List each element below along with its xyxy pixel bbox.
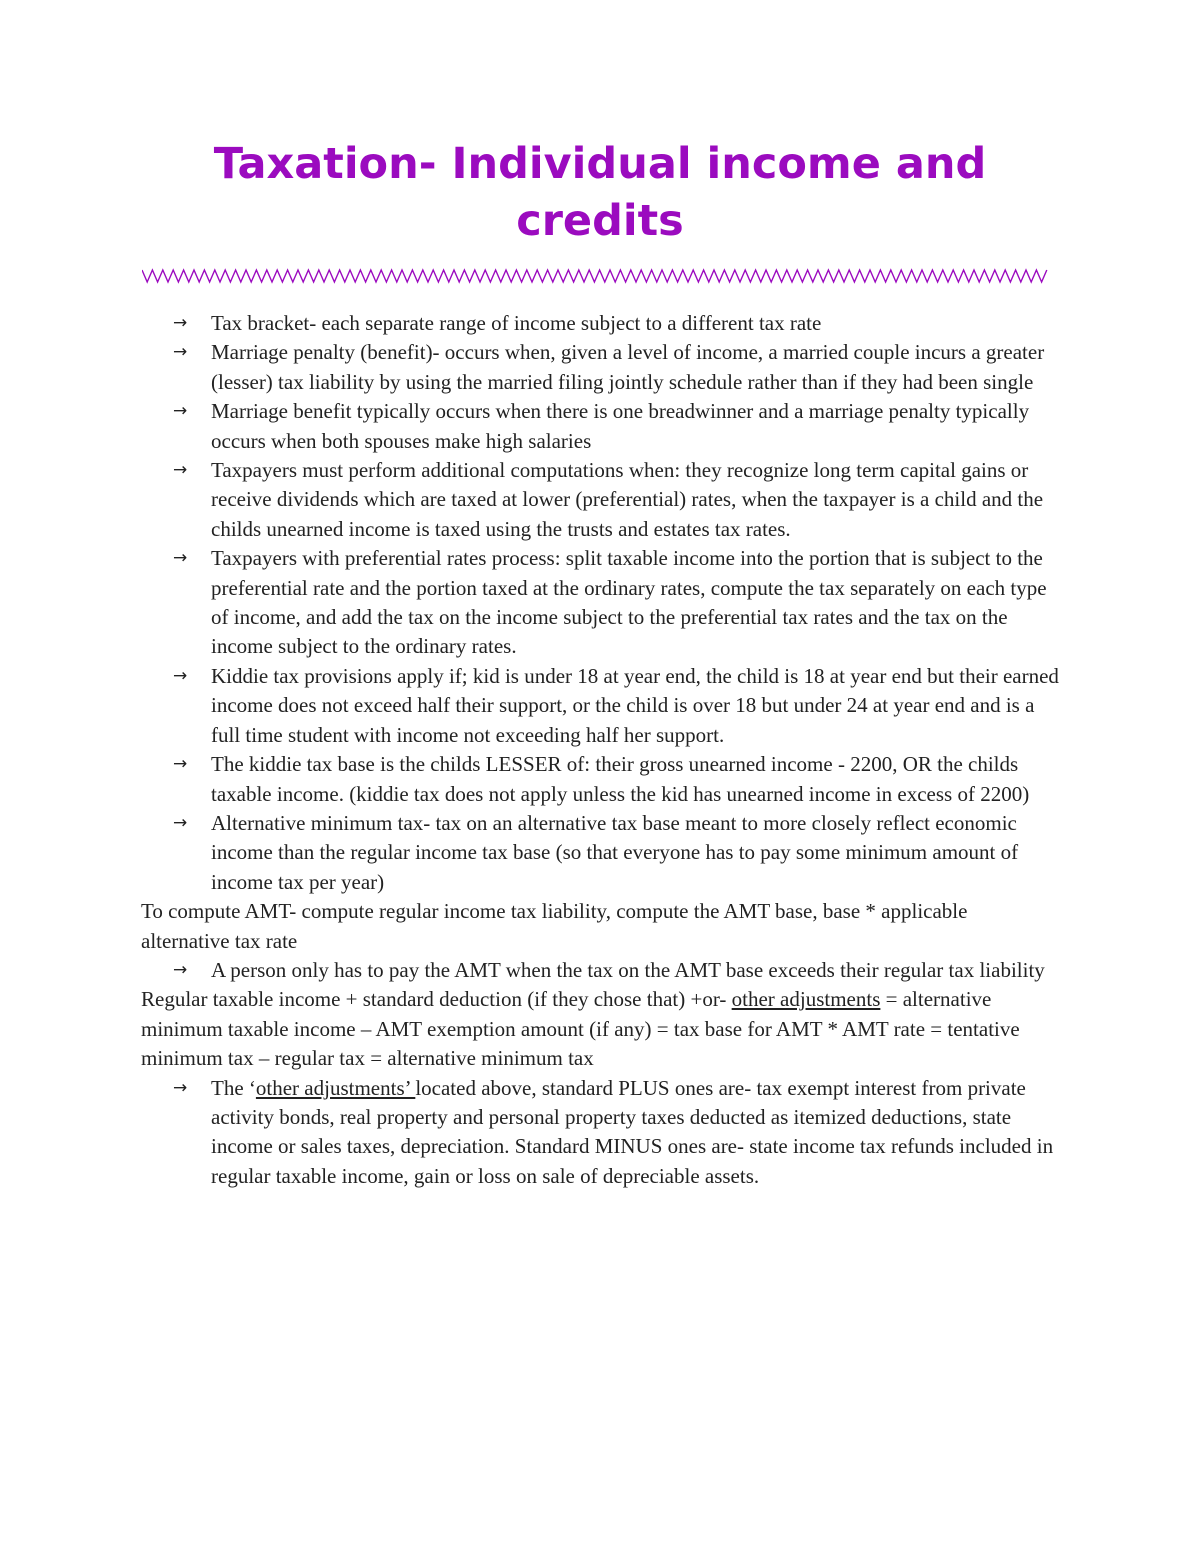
- list-item: → Marriage penalty (benefit)- occurs when, given a level of income, a married couple incurs a greater (lesser) tax liability by using the married filing jointly schedule rather than if they had been single: [173, 340, 1045, 394]
- arrow-icon: →: [173, 313, 188, 333]
- arrow-icon: →: [173, 754, 188, 775]
- bullet-list-amt: [141, 956, 1061, 985]
- arrow-icon: →: [173, 1077, 188, 1098]
- arrow-icon: →: [173, 959, 188, 980]
- arrow-icon: →: [173, 812, 188, 833]
- list-item: → A person only has to pay the AMT when the tax on the AMT base exceeds their regular tax liability: [141, 956, 1061, 985]
- bullet-list-main: [141, 309, 1061, 897]
- arrow-icon: →: [173, 401, 188, 422]
- list-item: → The kiddie tax base is the childs LESSER of: their gross unearned income - 2200, OR the childs taxable income. (kiddie tax does not apply unless the kid has unearned income in excess of 2200): [173, 752, 1030, 806]
- document-title: Taxation- Individual income and credits: [213, 139, 987, 246]
- wavy-divider: [142, 264, 1050, 288]
- list-item: → Alternative minimum tax- tax on an alternative tax base meant to more closely reflect economic income than the regular income tax base (so that everyone has to pay some minimum amount of income tax per year): [173, 810, 1019, 894]
- list-item: → Kiddie tax provisions apply if; kid is under 18 at year end, the child is 18 at year end but their earned income does not exceed half their support, or the child is over 18 but under 24 at year end and is a full time student with income not exceeding half her support.: [173, 663, 1059, 747]
- other-adjustments-underlined: other adjustments’: [255, 1075, 416, 1100]
- arrow-icon: →: [173, 548, 188, 569]
- list-item: → Marriage benefit typically occurs when there is one breadwinner and a marriage penalty typically occurs when both spouses make high salaries: [173, 399, 1030, 453]
- amt-paragraph: To compute AMT- compute regular income tax liability, compute the AMT base, base * applicable alternative tax rate: [141, 899, 968, 953]
- bullet-list-adjustments: [141, 1074, 1061, 1192]
- arrow-icon: →: [173, 460, 188, 481]
- amt-formula-paragraph: Regular taxable income + standard deduction (if they chose that) +or- other adjustments = alternative minimum taxable income – AMT exemption amount (if any) = tax base for AMT * AMT rate = tentative minimum tax – regular tax = alternative minimum tax: [141, 987, 1020, 1071]
- document-body: [141, 309, 1061, 1191]
- arrow-icon: →: [173, 342, 188, 363]
- list-item: → Tax bracket- each separate range of income subject to a different tax rate: [141, 309, 1061, 338]
- list-item: → The ‘other adjustments’ located above, standard PLUS ones are- tax exempt interest from private activity bonds, real property and personal property taxes deducted as itemized deductions, state income or sales taxes, depreciation. Standard MINUS ones are- state income tax refunds included in regular taxable income, gain or loss on sale of depreciable assets.: [173, 1075, 1054, 1188]
- other-adjustments-underlined: other adjustments: [731, 987, 881, 1012]
- arrow-icon: →: [173, 665, 188, 686]
- list-item: → Taxpayers with preferential rates process: split taxable income into the portion that is subject to the preferential rate and the portion taxed at the ordinary rates, compute the tax separately on each type of income, and add the tax on the income subject to the preferential tax rates and the tax on the income subject to the ordinary rates.: [173, 546, 1047, 659]
- list-item: → Taxpayers must perform additional computations when: they recognize long term capital gains or receive dividends which are taxed at lower (preferential) rates, when the taxpayer is a child and the childs unearned income is taxed using the trusts and estates tax rates.: [173, 458, 1044, 541]
